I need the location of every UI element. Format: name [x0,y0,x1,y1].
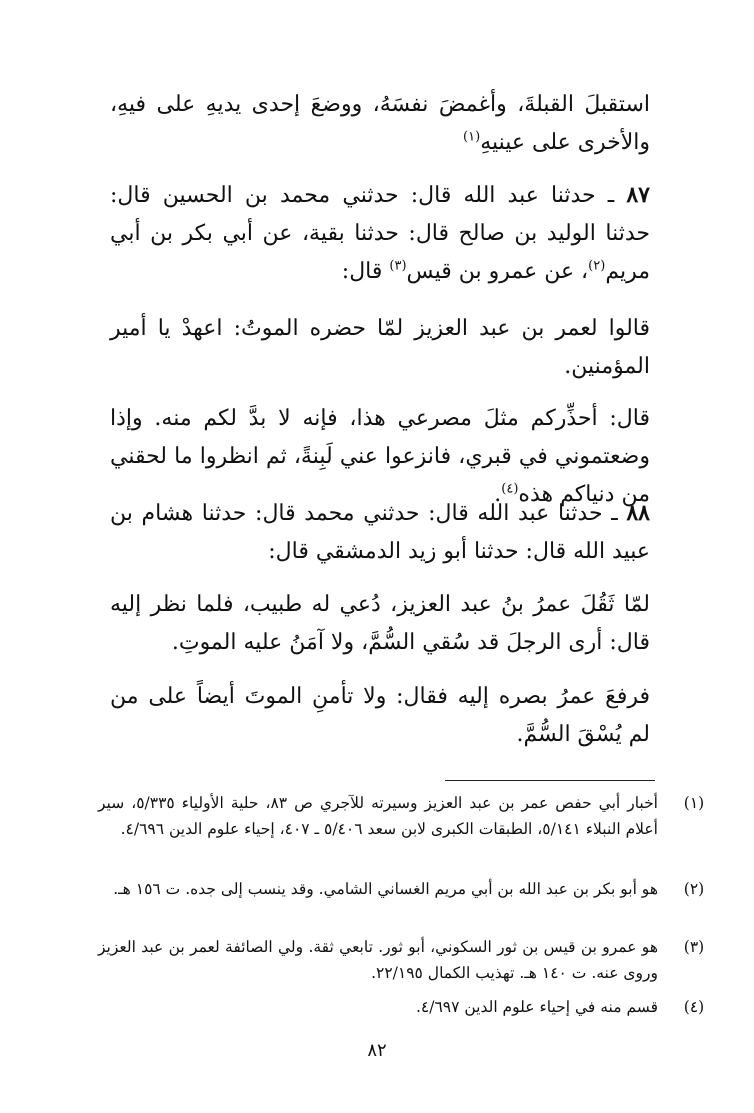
footnote-text: قسم منه في إحياء علوم الدين ٤/٦٩٧. [415,998,658,1016]
footnote-ref-1[interactable]: (١) [463,129,481,145]
hadith-88 [110,494,650,571]
isnad-text: ـ حدثنا عبد الله قال: حدثني محمد بن الحسين قال: حدثنا الوليد بن صالح قال: حدثنا بقية، عن أبي بكر بن أبي مريم [110,183,650,284]
paragraph-text: استقبلَ القبلةَ، وأغمضَ نفسَهُ، ووضعَ إحدى يديهِ على فيهِ، والأخرى على عينيهِ [110,92,650,155]
paragraph-text: قال: أحذِّركم مثلَ مصرعي هذا، فإنه لا بدَّ لكم منه. وإذا وضعتموني في قبري، فانزعوا عني لَبِنةً، ثم انظروا ما لحقني من دنياكم هذه [110,406,650,507]
footnote-1 [98,790,705,842]
footnote-4 [98,994,705,1020]
footnote-separator [445,780,655,781]
footnote-ref-3[interactable]: (٣) [389,258,407,274]
paragraph-end: . [494,482,502,507]
isnad-text: ـ حدثنا عبد الله قال: حدثني محمد قال: حدثنا هشام بن عبيد الله قال: حدثنا أبو زيد الدمشقي قال: [110,501,650,564]
footnote-text: أخبار أبي حفص عمر بن عبد العزيز وسيرته للآجري ص ٨٣، حلية الأولياء ٥/٣٣٥، سير أعلام النبلاء ٥/١٤١، الطبقات الكبرى لابن سعد ٥/٤٠٦ ـ ٤٠٧، إحياء علوم الدين ٤/٦٩٦. [98,794,658,838]
isnad-text-cont: ، عن عمرو بن قيس [406,259,589,284]
hadith-number: ٨٨ [626,500,650,526]
footnote-marker: (٢) [683,880,705,898]
footnote-ref-2[interactable]: (٢) [588,258,606,274]
footnote-marker: (٣) [683,938,705,956]
paragraph-request: قالوا لعمر بن عبد العزيز لمّا حضره الموتُ: اعهدْ يا أمير المؤمنين. [110,316,650,379]
paragraph-doctor: لمّا ثَقُلَ عمرُ بنُ عبد العزيز، دُعي له طبيب، فلما نظر إليه قال: أرى الرجلَ قد سُقي السُّمَّ، ولا آمَنُ عليه الموتِ. [110,592,650,655]
footnote-2 [98,876,705,902]
paragraph-opening [110,86,650,162]
isnad-text-end: قال: [341,259,390,284]
hadith-number: ٨٧ [626,182,650,208]
page-number: ٨٢ [367,1040,387,1061]
footnote-marker: (٤) [683,998,705,1016]
hadith-87 [110,176,650,291]
footnote-ref-4[interactable]: (٤) [501,481,519,497]
footnote-text: هو عمرو بن قيس بن ثور السكوني، أبو ثور. تابعي ثقة. ولي الصائفة لعمر بن عبد العزيز وروى عنه. ت ١٤٠ هـ. تهذيب الكمال ٢٢/١٩٥. [98,938,658,982]
footnote-3 [98,934,705,986]
footnote-marker: (١) [683,794,705,812]
paragraph-answer: فرفعَ عمرُ بصره إليه فقال: ولا تأمنِ الموتَ أيضاً على من لم يُسْقَ السُّمَّ. [110,684,650,747]
footnote-text: هو أبو بكر بن عبد الله بن أبي مريم الغساني الشامي. وقد ينسب إلى جده. ت ١٥٦ هـ. [113,880,658,898]
